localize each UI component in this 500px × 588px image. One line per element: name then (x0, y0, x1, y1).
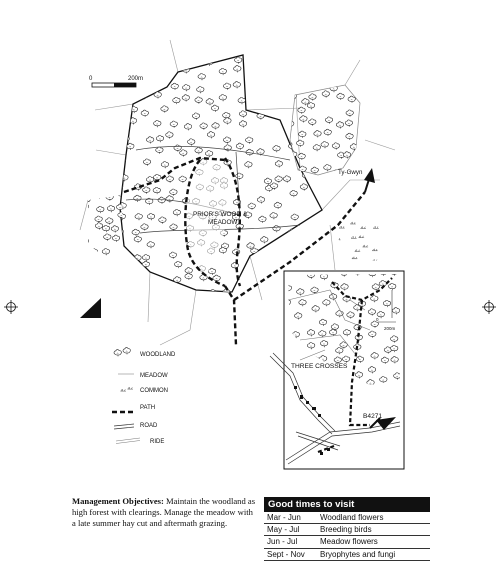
period-cell: Sept - Nov (267, 549, 305, 559)
tree-symbol-icon (363, 245, 369, 247)
tree-symbol-icon (307, 102, 314, 109)
tree-symbol-icon (234, 66, 241, 73)
tree-symbol-icon (249, 292, 256, 299)
tree-symbol-icon (325, 117, 332, 124)
tree-symbol-icon (355, 249, 361, 251)
tree-symbol-icon (207, 132, 214, 139)
period-cell: May - Jul (267, 525, 300, 535)
tree-symbol-icon (233, 82, 240, 89)
tree-symbol-icon (291, 214, 298, 221)
tree-symbol-icon (134, 255, 141, 262)
legend (112, 348, 176, 445)
b4271-label: B4271 (363, 413, 383, 420)
tree-symbol-icon (129, 266, 136, 273)
tree-symbol-icon (317, 122, 324, 129)
tree-symbol-icon (339, 226, 345, 228)
tree-symbol-icon (128, 96, 135, 103)
tree-symbol-icon (346, 110, 353, 117)
tree-symbol-icon (143, 159, 150, 166)
tree-symbol-icon (249, 59, 256, 66)
tree-symbol-icon (311, 167, 318, 174)
tree-symbol-icon (143, 187, 150, 194)
tree-symbol-icon (141, 110, 148, 117)
tree-symbol-icon (153, 281, 160, 288)
tree-symbol-icon (160, 55, 167, 62)
tree-symbol-icon (154, 120, 161, 127)
legend-meadow: MEADOW (140, 373, 168, 379)
tree-symbol-icon (219, 68, 226, 75)
ride-symbol (116, 438, 140, 444)
tree-symbol-icon (257, 197, 264, 204)
scale-zero: 0 (89, 76, 93, 82)
tree-symbol-icon (224, 145, 231, 152)
tree-symbol-icon (219, 247, 226, 254)
tree-symbol-icon (245, 161, 252, 168)
tree-symbol-icon (322, 79, 329, 86)
tree-symbol-icon (324, 129, 331, 136)
tree-symbol-icon (144, 72, 151, 79)
tree-symbol-icon (273, 225, 280, 232)
tree-symbol-icon (200, 274, 207, 281)
tree-symbol-icon (223, 83, 230, 90)
tree-symbol-icon (350, 222, 356, 224)
tree-symbol-icon (212, 123, 219, 130)
tree-symbol-icon (309, 81, 316, 88)
tree-symbol-icon (180, 150, 187, 157)
tree-symbol-icon (322, 91, 329, 98)
tree-symbol-icon (276, 289, 283, 296)
tree-symbol-icon (291, 69, 298, 76)
tree-symbol-icon (351, 236, 357, 238)
tree-symbol-icon (287, 121, 294, 128)
scale-bar (89, 76, 143, 87)
tree-symbol-icon (95, 223, 102, 230)
tree-symbol-icon (96, 192, 103, 199)
tree-symbol-icon (161, 161, 168, 168)
tree-symbol-icon (170, 224, 177, 231)
tree-symbol-icon (146, 137, 153, 144)
scale-distance: 200m (128, 76, 144, 82)
tree-symbol-icon (156, 135, 163, 142)
tree-symbol-icon (315, 227, 322, 234)
tree-symbol-icon (166, 196, 173, 203)
good-times-title: Good times to visit (264, 497, 430, 512)
tree-symbol-icon (301, 84, 308, 91)
tree-symbol-icon (299, 146, 306, 153)
tree-symbol-icon (81, 238, 88, 245)
tree-symbol-icon (182, 293, 189, 300)
table-row (264, 536, 430, 548)
tree-symbol-icon (115, 263, 122, 270)
tree-symbol-icon (372, 249, 378, 251)
tree-symbol-icon (142, 261, 149, 268)
registration-mark-icon (482, 300, 496, 314)
tree-symbol-icon (315, 59, 322, 66)
good-times-table (264, 497, 430, 561)
tree-symbol-icon (248, 93, 255, 100)
table-row (264, 512, 430, 524)
tree-symbol-icon (195, 97, 202, 104)
tree-symbol-icon (259, 216, 266, 223)
table-row (264, 524, 430, 536)
tree-symbol-icon (261, 237, 268, 244)
tree-symbol-icon (238, 97, 245, 104)
three-crosses-label: THREE CROSSES (291, 363, 348, 370)
tree-symbol-icon (135, 293, 142, 300)
tree-symbol-icon (173, 97, 180, 104)
tree-symbol-icon (147, 213, 154, 220)
tree-symbol-icon (239, 111, 246, 118)
tree-symbol-icon (290, 190, 297, 197)
tree-symbol-icon (182, 95, 189, 102)
inset-scale-zero: 0 (376, 317, 379, 322)
tree-symbol-icon (264, 178, 271, 185)
tree-symbol-icon (83, 196, 90, 203)
tree-symbol-icon (377, 209, 383, 211)
tree-symbol-icon (330, 209, 336, 211)
tree-symbol-icon (134, 195, 141, 202)
tree-symbol-icon (264, 262, 271, 269)
wood-label-line2: MEADOW (208, 219, 238, 226)
tree-symbol-icon (236, 173, 243, 180)
inset-scale-distance: 200m (384, 326, 396, 331)
tree-symbol-icon (111, 226, 118, 233)
tree-symbol-icon (175, 261, 182, 268)
tree-symbol-icon (314, 185, 321, 192)
tree-symbol-icon (198, 73, 205, 80)
tree-symbol-icon (170, 189, 177, 196)
tree-symbol-icon (310, 83, 317, 90)
tree-symbol-icon (248, 203, 255, 210)
tree-symbol-icon (275, 161, 282, 168)
tree-symbol-icon (142, 254, 149, 261)
tree-symbol-icon (299, 131, 306, 138)
tree-symbol-icon (179, 176, 186, 183)
tree-symbol-icon (345, 120, 352, 127)
tree-symbol-icon (290, 53, 297, 60)
tree-symbol-icon (244, 273, 251, 280)
legend-path: PATH (140, 405, 156, 411)
tree-symbol-icon (114, 125, 121, 132)
legend-ride: RIDE (150, 439, 165, 445)
tree-symbol-icon (235, 57, 242, 64)
tree-symbol-icon (147, 241, 154, 248)
tree-symbol-icon (336, 122, 343, 129)
common-symbol (120, 387, 133, 391)
tree-symbol-icon (372, 259, 378, 261)
road-symbol (114, 424, 134, 429)
tree-symbol-icon (80, 251, 87, 258)
tree-symbol-icon (153, 187, 160, 194)
tree-symbol-icon (183, 84, 190, 91)
tree-symbol-icon (131, 280, 138, 287)
tree-symbol-icon (278, 86, 285, 93)
tree-symbol-icon (161, 106, 168, 113)
tree-symbol-icon (313, 144, 320, 151)
tree-symbol-icon (270, 212, 277, 219)
tree-symbol-icon (206, 99, 213, 106)
wood-label-line1: PRIOR'S WOOD & (193, 211, 248, 218)
tree-symbol-icon (302, 69, 309, 76)
tree-symbol-icon (339, 213, 345, 215)
tree-symbol-icon (346, 133, 353, 140)
tree-symbol-icon (301, 60, 308, 67)
activity-cell: Breeding birds (320, 525, 372, 535)
tree-symbol-icon (246, 78, 253, 85)
arrow-to-ty-gwyn (364, 168, 375, 192)
tree-symbol-icon (224, 118, 231, 125)
tree-symbol-icon (159, 217, 166, 224)
tree-symbol-icon (173, 209, 180, 216)
activity-cell: Bryophytes and fungi (320, 549, 396, 559)
tree-symbol-icon (90, 249, 97, 256)
tree-symbol-icon (309, 119, 316, 126)
tree-symbol-icon (120, 68, 127, 75)
north-arrow-icon (80, 298, 101, 318)
tree-symbol-icon (272, 253, 279, 260)
tree-symbol-icon (166, 176, 173, 183)
tree-symbol-icon (211, 105, 218, 112)
tree-symbol-icon (361, 262, 367, 264)
tree-symbol-icon (121, 175, 128, 182)
tree-symbol-icon (348, 79, 355, 86)
tree-symbol-icon (115, 109, 122, 116)
tree-symbol-icon (141, 224, 148, 231)
tree-symbol-icon (200, 123, 207, 130)
tree-symbol-icon (251, 70, 258, 77)
management-heading: Management Objectives: (72, 496, 164, 506)
tree-symbol-icon (313, 252, 320, 259)
tree-symbol-icon (298, 228, 305, 235)
tree-symbol-icon (102, 248, 109, 255)
ty-gwyn-label: Ty-Gwyn (338, 169, 363, 176)
tree-symbol-icon (323, 237, 329, 239)
tree-symbol-icon (359, 236, 365, 238)
tree-symbol-icon (246, 137, 253, 144)
tree-symbol-icon (321, 141, 328, 148)
tree-symbol-icon (239, 121, 246, 128)
registration-mark-icon (4, 300, 18, 314)
legend-road: ROAD (140, 423, 158, 429)
tree-symbol-icon (223, 137, 230, 144)
period-cell: Mar - Jun (267, 513, 301, 522)
tree-symbol-icon (117, 247, 124, 254)
tree-symbol-icon (315, 261, 322, 268)
west-woodland-trees (80, 191, 125, 259)
tree-symbol-icon (289, 93, 296, 100)
inset-map (270, 269, 404, 469)
tree-symbol-icon (171, 83, 178, 90)
management-text: Maintain the woodland as high forest with clearings. Manage the meadow with a late summer hay cut and aftermath grazing. (72, 496, 256, 529)
tree-symbol-icon (314, 107, 321, 114)
tree-symbol-icon (166, 132, 173, 139)
tree-symbol-icon (360, 226, 366, 228)
tree-symbol-icon (197, 54, 204, 61)
tree-symbol-icon (195, 147, 202, 154)
tree-symbol-icon (284, 166, 291, 173)
tree-symbol-icon (146, 54, 153, 61)
tree-symbol-icon (316, 215, 323, 222)
activity-cell: Meadow flowers (320, 537, 378, 547)
tree-symbol-icon (290, 135, 297, 142)
tree-symbol-icon (273, 145, 280, 152)
tree-symbol-icon (184, 124, 191, 131)
tree-symbol-icon (114, 348, 130, 357)
tree-symbol-icon (192, 113, 199, 120)
tree-symbol-icon (274, 202, 281, 209)
tree-symbol-icon (309, 94, 316, 101)
tree-symbol-icon (97, 206, 104, 213)
tree-symbol-icon (170, 121, 177, 128)
tree-symbol-icon (336, 250, 342, 252)
tree-symbol-icon (174, 145, 181, 152)
tree-symbol-icon (107, 205, 114, 212)
tree-symbol-icon (304, 255, 311, 262)
tree-symbol-icon (118, 87, 125, 94)
activity-cell: Woodland flowers (320, 513, 384, 522)
tree-symbol-icon (275, 176, 282, 183)
tree-symbol-icon (300, 184, 307, 191)
tree-symbol-icon (95, 216, 102, 223)
tree-symbol-icon (286, 81, 293, 88)
tree-symbol-icon (373, 226, 379, 228)
tree-symbol-icon (314, 131, 321, 138)
tree-symbol-icon (197, 86, 204, 93)
tree-symbol-icon (335, 238, 341, 240)
tree-symbol-icon (106, 194, 113, 201)
tree-symbol-icon (352, 257, 358, 259)
tree-symbol-icon (304, 79, 311, 86)
tree-symbol-icon (135, 213, 142, 220)
tree-symbol-icon (112, 235, 119, 242)
tree-symbol-icon (102, 225, 109, 232)
tree-symbol-icon (342, 257, 348, 259)
legend-common: COMMON (140, 388, 168, 394)
tree-symbol-icon (185, 273, 192, 280)
tree-symbol-icon (170, 289, 177, 296)
tree-symbol-icon (317, 158, 324, 165)
tree-symbol-icon (132, 229, 139, 236)
tree-symbol-icon (156, 147, 163, 154)
tree-symbol-icon (205, 150, 212, 157)
tree-symbol-icon (104, 234, 111, 241)
tree-symbol-icon (296, 239, 303, 246)
management-objectives (72, 496, 257, 530)
tree-symbol-icon (332, 143, 339, 150)
tree-symbol-icon (263, 94, 270, 101)
tree-symbol-icon (188, 139, 195, 146)
tree-symbol-icon (261, 282, 268, 289)
period-cell: Jun - Jul (267, 537, 298, 547)
tree-symbol-icon (106, 218, 113, 225)
tree-symbol-icon (264, 52, 271, 59)
legend-woodland: WOODLAND (140, 352, 176, 358)
east-woodland-trees (323, 209, 382, 264)
tree-symbol-icon (147, 84, 154, 91)
tree-symbol-icon (154, 70, 161, 77)
tree-symbol-icon (122, 98, 129, 105)
tree-symbol-icon (324, 164, 331, 171)
tree-symbol-icon (297, 140, 304, 147)
tree-symbol-icon (300, 116, 307, 123)
tree-symbol-icon (181, 56, 188, 63)
tree-symbol-icon (81, 204, 88, 211)
table-row (264, 549, 430, 561)
tree-symbol-icon (169, 252, 176, 259)
tree-symbol-icon (337, 93, 344, 100)
tree-symbol-icon (236, 143, 243, 150)
tree-symbol-icon (324, 227, 330, 229)
tree-symbol-icon (348, 96, 355, 103)
tree-symbol-icon (283, 176, 290, 183)
tree-symbol-icon (158, 197, 165, 204)
tree-symbol-icon (134, 236, 141, 243)
tree-symbol-icon (287, 93, 294, 100)
tree-symbol-icon (283, 248, 290, 255)
tree-symbol-icon (114, 278, 121, 285)
tree-symbol-icon (219, 94, 226, 101)
tree-symbol-icon (122, 55, 129, 62)
tree-symbol-icon (287, 243, 294, 250)
tree-symbol-icon (327, 260, 333, 262)
